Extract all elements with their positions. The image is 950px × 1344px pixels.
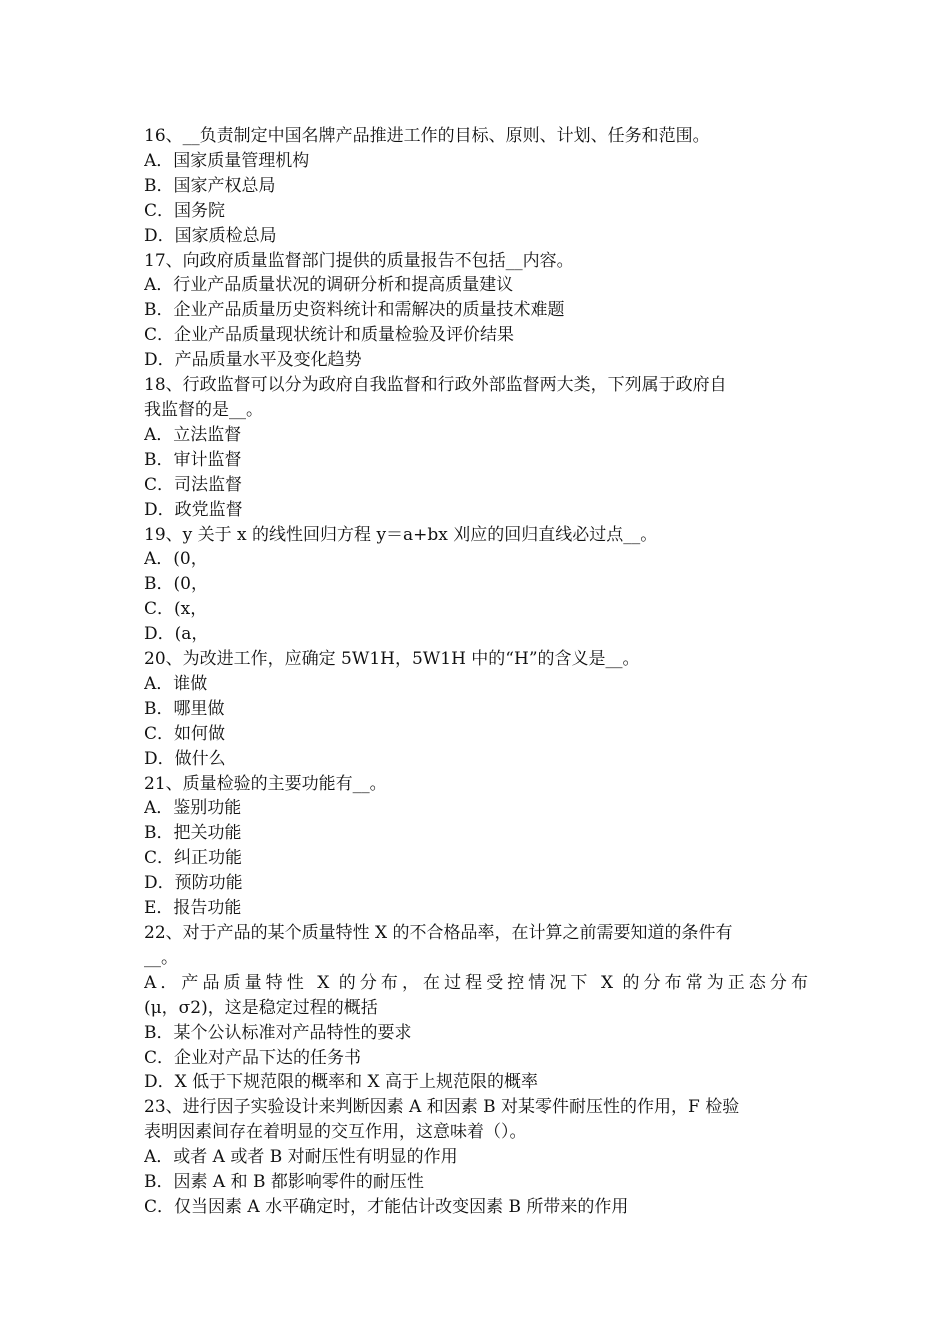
q17-option-c: C．企业产品质量现状统计和质量检验及评价结果 [144, 325, 515, 346]
q23-option-b: B．因素 A 和 B 都影响零件的耐压性 [144, 1172, 424, 1193]
question-23-stem-line1: 23、进行因子实验设计来判断因素 A 和因素 B 对某零件耐压性的作用，F 检验 [144, 1097, 740, 1118]
question-22-stem-line2: __。 [144, 947, 178, 968]
question-16-stem: 16、__负责制定中国名牌产品推进工作的目标、原则、计划、任务和范围。 [144, 126, 710, 146]
q20-option-d: D．做什么 [144, 748, 226, 769]
q20-option-b: B．哪里做 [144, 698, 225, 719]
question-22-stem-line1: 22、对于产品的某个质量特性 X 的不合格品率，在计算之前需要知道的条件有 [144, 923, 733, 943]
q21-option-d: D．预防功能 [144, 873, 243, 894]
q21-option-a: A．鉴别功能 [144, 798, 242, 819]
q18-option-a: A．立法监督 [144, 424, 242, 445]
q18-option-b: B．审计监督 [144, 449, 242, 470]
q22-option-b: B．某个公认标准对产品特性的要求 [144, 1022, 412, 1043]
question-17-stem: 17、向政府质量监督部门提供的质量报告不包括__内容。 [144, 250, 574, 271]
q22-option-d: D．X 低于下规范限的概率和 X 高于上规范限的概率 [144, 1072, 539, 1093]
q21-option-c: C．纠正功能 [144, 848, 243, 869]
question-18-stem-line2: 我监督的是__。 [144, 399, 263, 420]
q16-option-b: B．国家产权总局 [144, 175, 276, 196]
q18-option-c: C．司法监督 [144, 474, 243, 495]
q20-option-a: A．谁做 [144, 673, 208, 694]
question-19-stem: 19、y 关于 x 的线性回归方程 y＝a+bx 刈应的回归直线必过点__。 [144, 524, 658, 545]
q18-option-d: D．政党监督 [144, 499, 243, 520]
q17-option-b: B．企业产品质量历史资料统计和需解决的质量技术难题 [144, 300, 565, 321]
q16-option-c: C．国务院 [144, 200, 226, 221]
question-20-stem: 20、为改进工作，应确定 5W1H，5W1H 中的“H”的含义是__。 [144, 649, 640, 670]
q21-option-e: E．报告功能 [144, 898, 242, 919]
q22-option-a-line2: (μ，σ2)，这是稳定过程的概括 [144, 997, 378, 1018]
q23-option-c: C．仅当因素 A 水平确定时，才能估计改变因素 B 所带来的作用 [144, 1196, 629, 1217]
q16-option-a: A．国家质量管理机构 [144, 150, 310, 171]
q20-option-c: C．如何做 [144, 723, 226, 744]
q22-option-a-line1: A．产品质量特性 X 的分布，在过程受控情况下 X 的分布常为正态分布 [144, 972, 808, 993]
document-page [144, 124, 808, 1220]
q21-option-b: B．把关功能 [144, 823, 242, 844]
q16-option-d: D．国家质检总局 [144, 225, 277, 246]
q19-option-d: D．(a， [144, 624, 209, 645]
question-21-stem: 21、质量检验的主要功能有__。 [144, 773, 387, 794]
q19-option-b: B．(0， [144, 574, 208, 595]
q17-option-a: A．行业产品质量状况的调研分析和提高质量建议 [144, 275, 514, 296]
q19-option-c: C．(x， [144, 599, 208, 620]
question-23-stem-line2: 表明因素间存在着明显的交互作用，这意味着（）。 [144, 1122, 527, 1143]
q22-option-c: C．企业对产品下达的任务书 [144, 1047, 362, 1068]
question-18-stem-line1: 18、行政监督可以分为政府自我监督和行政外部监督两大类，下列属于政府自 [144, 375, 727, 396]
q19-option-a: A．(0， [144, 549, 208, 570]
q23-option-a: A．或者 A 或者 B 对耐压性有明显的作用 [144, 1147, 458, 1168]
q17-option-d: D．产品质量水平及变化趋势 [144, 350, 362, 371]
